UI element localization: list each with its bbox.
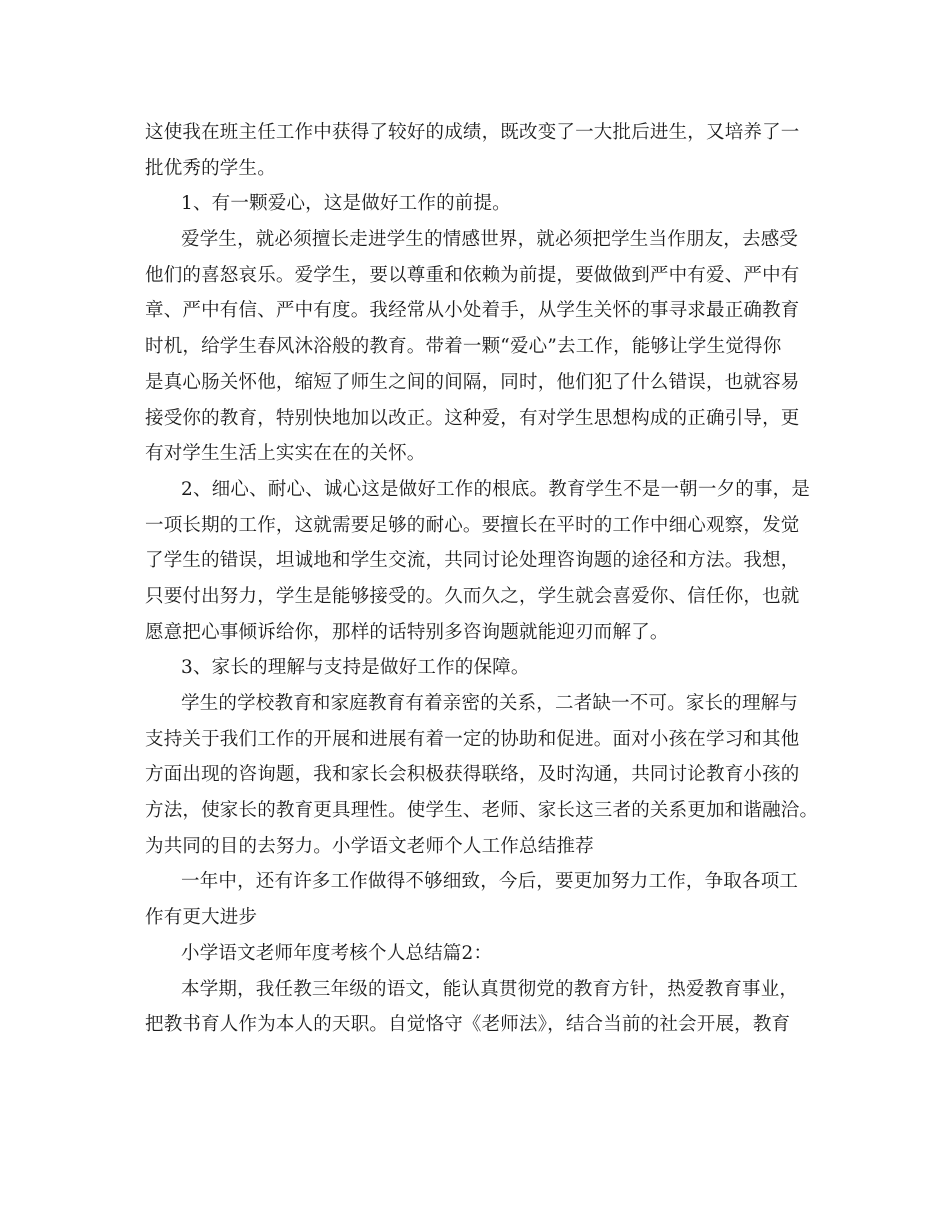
text-line: 了学生的错误，坦诚地和学生交流，共同讨论处理咨询题的途径和方法。我想， [145,550,800,572]
text-line: 方法，使家长的教育更具理性。使学生、老师、家长这三者的关系更加和谐融洽。 [145,800,819,822]
text-line: 章、严中有信、严中有度。我经常从小处着手，从学生关怀的事寻求最正确教育 [145,300,800,322]
text-line: 批优秀的学生。 [145,157,276,179]
section-heading: 1、有一颗爱心，这是做好工作的前提。 [181,193,511,215]
text-line: 为共同的目的去努力。小学语文老师个人工作总结推荐 [145,835,594,857]
text-line: 一年中，还有许多工作做得不够细致，今后，要更加努力工作，争取各项工 [181,871,799,893]
text-line: 这使我在班主任工作中获得了较好的成绩，既改变了一大批后进生，又培养了一 [145,122,800,143]
text-line: 有对学生生活上实实在在的关怀。 [145,443,426,465]
text-line: 作有更大进步 [145,907,258,929]
section-heading: 3、家长的理解与支持是做好工作的保障。 [181,657,530,679]
text-line: 接受你的教育，特别快地加以改正。这种爱，有对学生思想构成的正确引导，更 [145,407,800,429]
text-line: 学生的学校教育和家庭教育有着亲密的关系，二者缺一不可。家长的理解与 [181,693,799,714]
text-line: 时机，给学生春风沐浴般的教育。带着一颗“爱心”去工作，能够让学生觉得你 [145,336,782,358]
section-heading: 2、细心、耐心、诚心这是做好工作的根底。教育学生不是一朝一夕的事，是 [181,478,811,500]
document-body [145,115,819,1043]
section-title: 小学语文老师年度考核个人总结篇2： [181,942,493,964]
text-line: 把教书育人作为本人的天职。自觉恪守《老师法》，结合当前的社会开展，教育 [145,1014,791,1036]
text-line: 一项长期的工作，这就需要足够的耐心。要擅长在平时的工作中细心观察，发觉 [145,514,800,536]
text-line: 支持关于我们工作的开展和进展有着一定的协助和促进。面对小孩在学习和其他 [145,728,800,750]
text-line: 他们的喜怒哀乐。爱学生，要以尊重和依赖为前提，要做做到严中有爱、严中有 [145,264,800,286]
text-line: 只要付出努力，学生是能够接受的。久而久之，学生就会喜爱你、信任你，也就 [145,585,800,607]
text-line: 本学期，我任教三年级的语文，能认真贯彻党的教育方针，热爱教育事业， [181,978,799,1000]
text-line: 愿意把心事倾诉给你，那样的话特别多咨询题就能迎刃而解了。 [145,621,669,643]
text-line: 爱学生，就必须擅长走进学生的情感世界，就必须把学生当作朋友，去感受 [181,229,799,251]
text-line: 方面出现的咨询题，我和家长会积极获得联络，及时沟通，共同讨论教育小孩的 [145,764,800,786]
text-line: 是真心肠关怀他，缩短了师生之间的间隔，同时，他们犯了什么错误，也就容易 [145,371,800,393]
